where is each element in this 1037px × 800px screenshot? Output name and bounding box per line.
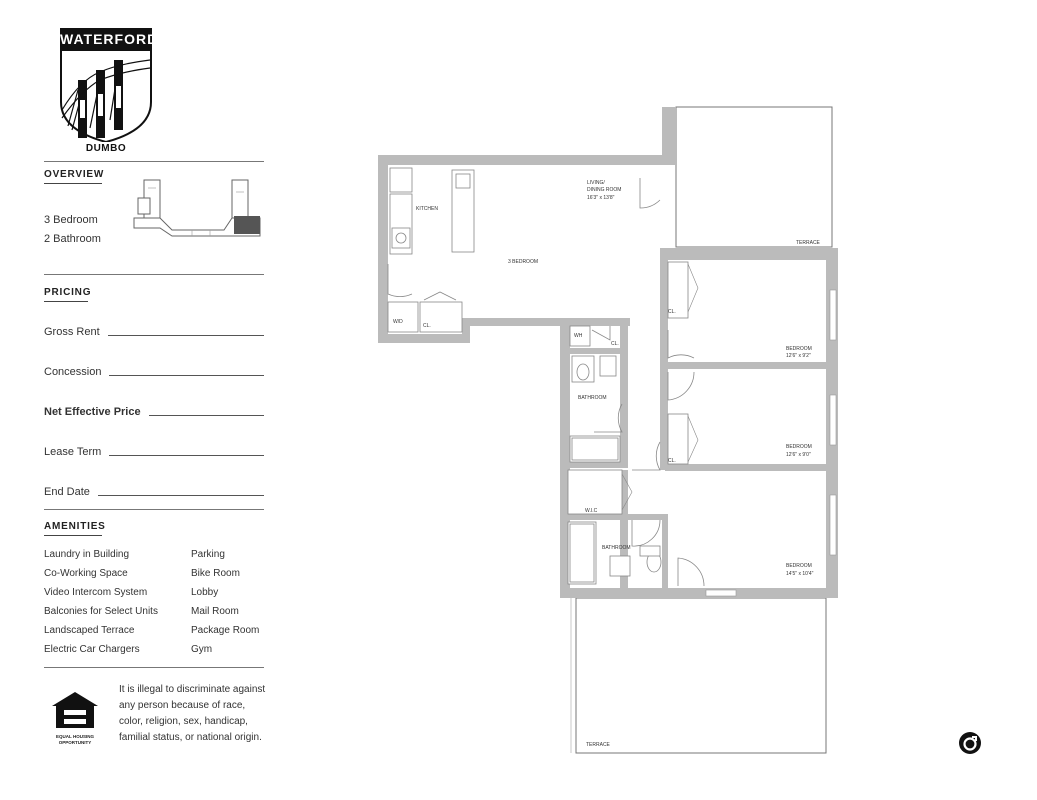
bathroom-label: BATHROOM	[578, 395, 607, 401]
logo-name: WATERFORD	[60, 28, 152, 50]
terrace-top	[676, 107, 832, 247]
closet-label: CL.	[611, 341, 619, 347]
lease-term-field[interactable]	[44, 442, 264, 458]
terrace-bottom-label: TERRACE	[586, 742, 610, 748]
end-date-field[interactable]	[44, 482, 264, 498]
amenity-item: Landscaped Terrace	[44, 625, 135, 636]
net-effective-price-label: Net Effective Price	[44, 406, 141, 418]
amenity-item: Gym	[191, 644, 213, 655]
amenity-item: Electric Car Chargers	[44, 644, 140, 655]
floor-plan	[370, 100, 850, 760]
closet-label: CL.	[423, 323, 431, 329]
logo-subtitle: DUMBO	[85, 143, 127, 154]
divider	[44, 509, 264, 510]
equal-housing-logo	[50, 690, 100, 750]
water-heater-label: WH	[574, 333, 583, 339]
bathroom-label: BATHROOM	[602, 545, 631, 551]
washer-dryer-label: W/D	[393, 319, 403, 325]
living-label-2: DINING ROOM	[587, 187, 622, 193]
divider	[44, 161, 264, 162]
lease-term-value[interactable]	[109, 455, 264, 456]
amenity-item: Bike Room	[191, 568, 240, 579]
gross-rent-label: Gross Rent	[44, 326, 100, 338]
bedroom-1-label: BEDROOM	[786, 346, 812, 352]
amenity-item: Co-Working Space	[44, 568, 128, 579]
amenity-item: Laundry in Building	[44, 549, 130, 560]
amenity-item: Lobby	[191, 587, 219, 598]
terrace-top-label: TERRACE	[796, 240, 820, 246]
eho-caption-2: OPPORTUNITY	[58, 740, 92, 745]
closet-label: CL.	[668, 309, 676, 315]
amenity-item: Mail Room	[191, 606, 239, 617]
amenity-item: Balconies for Select Units	[44, 606, 158, 617]
bedroom-2-label: BEDROOM	[786, 444, 812, 450]
kitchen-label: KITCHEN	[416, 206, 438, 212]
sidebar	[44, 0, 264, 800]
eho-caption-1: EQUAL HOUSING	[56, 734, 94, 739]
walk-in-closet-label: W.I.C	[585, 508, 598, 514]
equal-housing-icon	[50, 690, 100, 732]
bedroom-3-label: BEDROOM	[786, 563, 812, 569]
amenity-item: Video Intercom System	[44, 587, 148, 598]
amenities-title: AMENITIES	[44, 521, 106, 536]
end-date-value[interactable]	[98, 495, 264, 496]
bathroom-count: 2 Bathroom	[44, 233, 101, 245]
gross-rent-field[interactable]	[44, 322, 264, 338]
closet-label: CL.	[668, 458, 676, 464]
amenity-item: Parking	[191, 549, 225, 560]
bedroom-1-dimensions: 12'6" x 9'2"	[786, 353, 811, 359]
amenity-item: Package Room	[191, 625, 260, 636]
plan-center-label: 3 BEDROOM	[508, 259, 539, 265]
building-thumbnail	[132, 178, 262, 243]
concession-field[interactable]	[44, 362, 264, 378]
gross-rent-value[interactable]	[108, 335, 264, 336]
living-label: LIVING/	[587, 180, 605, 186]
bedroom-3-dimensions: 14'5" x 10'4"	[786, 571, 814, 577]
terrace-bottom	[576, 598, 826, 753]
fair-housing-text: It is illegal to discriminate against any person because of race, color, religion, sex, handicap, familial status, or national origin.	[119, 684, 266, 743]
overview-title: OVERVIEW	[44, 169, 104, 184]
concession-value[interactable]	[109, 375, 264, 376]
living-dimensions: 16'3" x 13'8"	[587, 195, 615, 201]
bedroom-2-dimensions: 12'6" x 9'0"	[786, 452, 811, 458]
concession-label: Concession	[44, 366, 102, 378]
net-effective-price-field[interactable]	[44, 402, 264, 418]
bedroom-count: 3 Bedroom	[44, 214, 98, 226]
end-date-label: End Date	[44, 486, 90, 498]
net-effective-price-value[interactable]	[149, 415, 264, 416]
brand-mark-icon	[958, 731, 982, 755]
divider	[44, 274, 264, 275]
divider	[44, 667, 264, 668]
lease-term-label: Lease Term	[44, 446, 102, 458]
pricing-title: PRICING	[44, 287, 91, 302]
